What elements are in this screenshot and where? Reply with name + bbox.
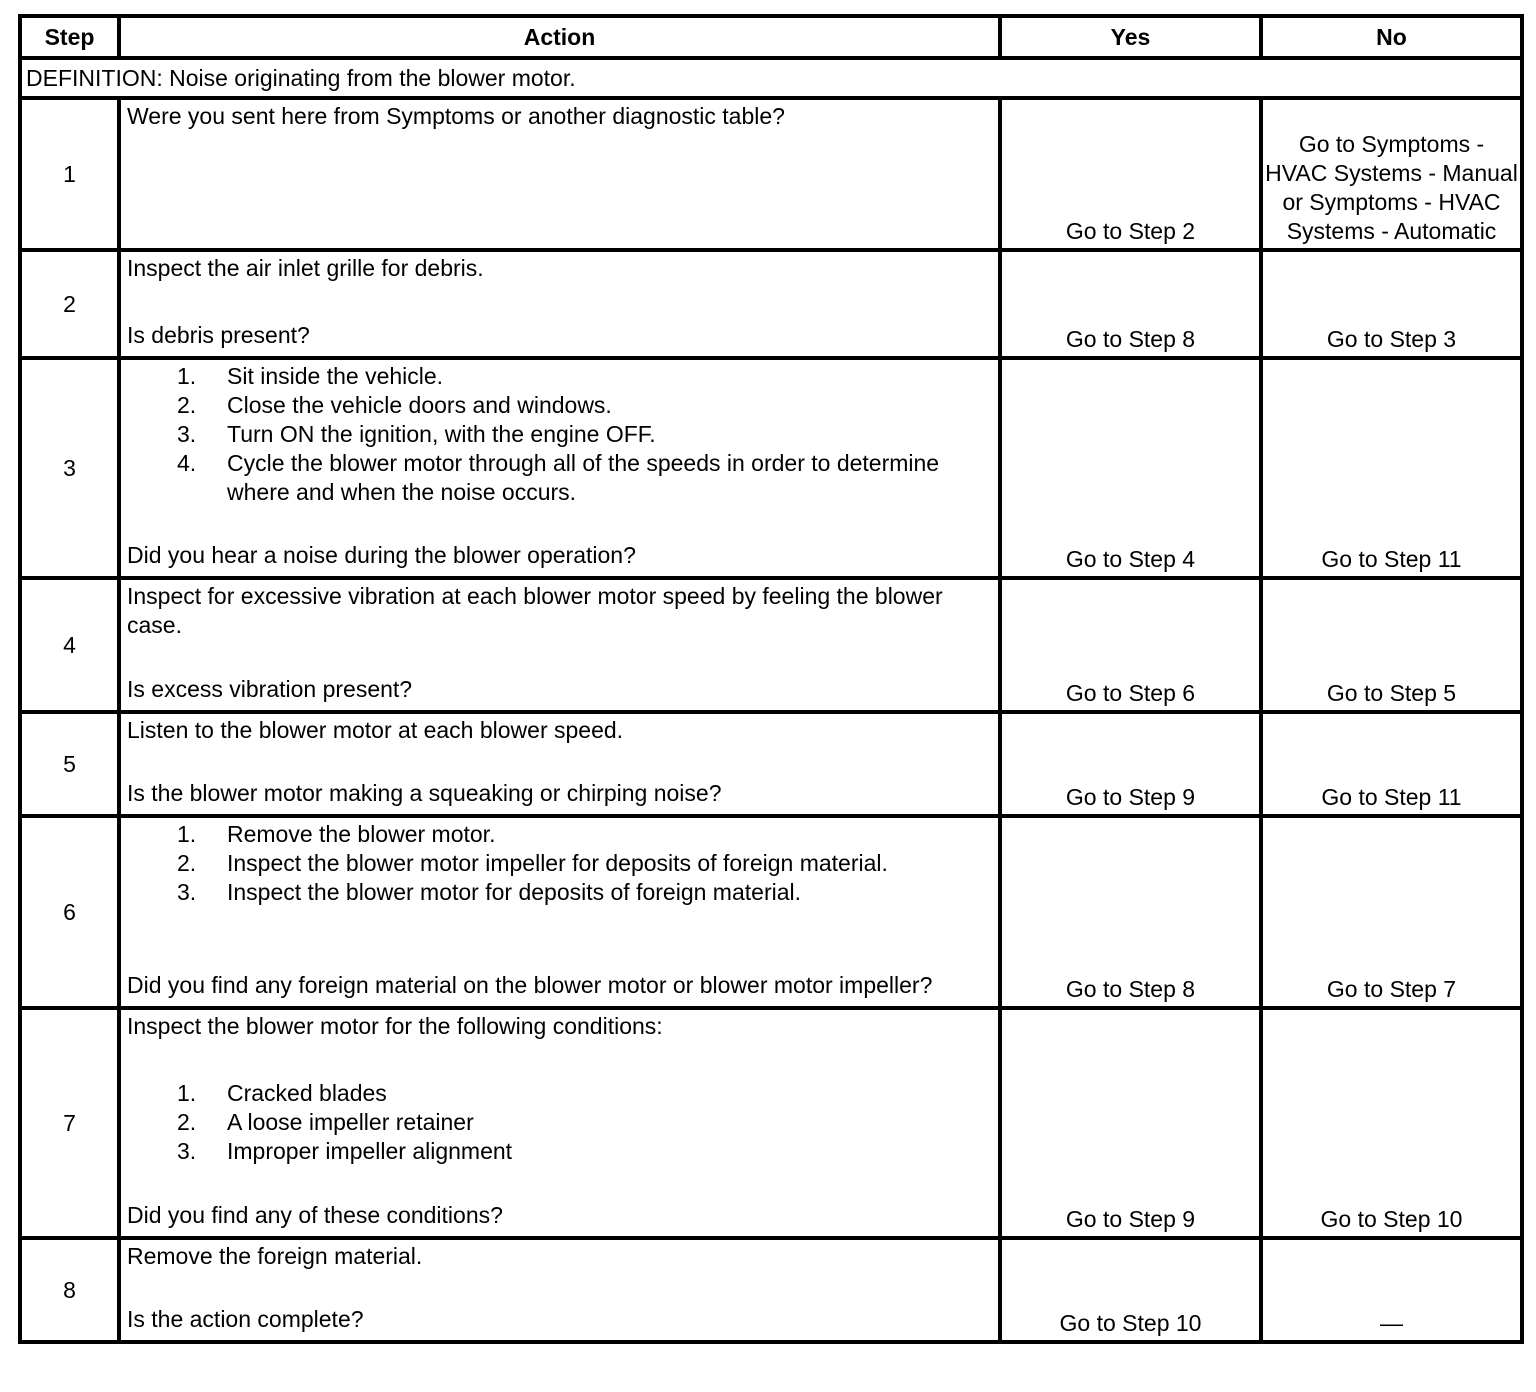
list-item-text: Sit inside the vehicle. bbox=[227, 363, 444, 389]
list-item bbox=[127, 449, 992, 507]
list-item-text: Close the vehicle doors and windows. bbox=[227, 392, 612, 418]
step-row bbox=[20, 578, 1522, 712]
action-cell bbox=[119, 578, 1000, 712]
step-number: 3 bbox=[20, 358, 119, 578]
list-item-number: 2. bbox=[177, 850, 197, 876]
list-item-number: 1. bbox=[177, 363, 197, 389]
list-item-number: 3. bbox=[177, 1138, 197, 1164]
yes-result: Go to Step 4 bbox=[1000, 358, 1261, 578]
step-number: 6 bbox=[20, 816, 119, 1008]
no-result: Go to Step 11 bbox=[1261, 712, 1522, 816]
header-step: Step bbox=[20, 16, 119, 58]
step-number: 5 bbox=[20, 712, 119, 816]
step-row bbox=[20, 712, 1522, 816]
list-item bbox=[127, 1079, 992, 1108]
action-instruction: Inspect the air inlet grille for debris. bbox=[127, 255, 484, 281]
list-item-number: 3. bbox=[177, 879, 197, 905]
diagnostic-table bbox=[18, 14, 1524, 1344]
yes-result: Go to Step 8 bbox=[1000, 250, 1261, 358]
list-item-number: 1. bbox=[177, 1080, 197, 1106]
list-item-number: 2. bbox=[177, 1109, 197, 1135]
step-row bbox=[20, 816, 1522, 1008]
list-item bbox=[127, 1137, 992, 1166]
step-row bbox=[20, 1008, 1522, 1238]
step-number: 1 bbox=[20, 98, 119, 250]
list-item-text: Turn ON the ignition, with the engine OFF. bbox=[227, 421, 656, 447]
list-item-text: Improper impeller alignment bbox=[227, 1138, 513, 1164]
action-instruction: Inspect the blower motor for the following conditions: bbox=[127, 1013, 663, 1039]
definition-row bbox=[20, 58, 1522, 98]
yes-result: Go to Step 6 bbox=[1000, 578, 1261, 712]
action-steps-list bbox=[127, 362, 992, 507]
step-number: 4 bbox=[20, 578, 119, 712]
list-item bbox=[127, 1108, 992, 1137]
step-number: 8 bbox=[20, 1238, 119, 1342]
yes-result: Go to Step 9 bbox=[1000, 712, 1261, 816]
no-result: Go to Step 3 bbox=[1261, 250, 1522, 358]
step-row bbox=[20, 250, 1522, 358]
list-item bbox=[127, 391, 992, 420]
yes-result: Go to Step 8 bbox=[1000, 816, 1261, 1008]
action-question: Is excess vibration present? bbox=[127, 676, 413, 702]
yes-result: Go to Step 9 bbox=[1000, 1008, 1261, 1238]
action-question: Is the blower motor making a squeaking or chirping noise? bbox=[127, 780, 722, 806]
action-question: Did you find any foreign material on the blower motor or blower motor impeller? bbox=[127, 972, 933, 998]
no-result: — bbox=[1261, 1238, 1522, 1342]
no-result: Go to Step 5 bbox=[1261, 578, 1522, 712]
action-cell bbox=[119, 1008, 1000, 1238]
list-item bbox=[127, 420, 992, 449]
list-item-number: 4. bbox=[177, 450, 197, 476]
yes-result: Go to Step 10 bbox=[1000, 1238, 1261, 1342]
action-cell bbox=[119, 98, 1000, 250]
header-action: Action bbox=[119, 16, 1000, 58]
list-item-text: Inspect the blower motor for deposits of foreign material. bbox=[227, 879, 802, 905]
list-item-text: Cracked blades bbox=[227, 1080, 387, 1106]
list-item bbox=[127, 878, 992, 907]
no-result: Go to Step 7 bbox=[1261, 816, 1522, 1008]
action-question: Did you find any of these conditions? bbox=[127, 1202, 503, 1228]
list-item-number: 3. bbox=[177, 421, 197, 447]
action-steps-list bbox=[127, 820, 992, 907]
action-steps-list bbox=[127, 1079, 992, 1166]
action-instruction: Were you sent here from Symptoms or another diagnostic table? bbox=[127, 103, 785, 129]
list-item-text: Cycle the blower motor through all of the speeds in order to determine where and when the noise occurs. bbox=[227, 450, 940, 505]
action-question: Did you hear a noise during the blower operation? bbox=[127, 542, 636, 568]
action-cell bbox=[119, 816, 1000, 1008]
no-result: Go to Step 11 bbox=[1261, 358, 1522, 578]
header-yes: Yes bbox=[1000, 16, 1261, 58]
step-number: 2 bbox=[20, 250, 119, 358]
list-item-text: Remove the blower motor. bbox=[227, 821, 496, 847]
step-row bbox=[20, 358, 1522, 578]
step-number: 7 bbox=[20, 1008, 119, 1238]
yes-result: Go to Step 2 bbox=[1000, 98, 1261, 250]
no-result: Go to Symptoms - HVAC Systems - Manual or Symptoms - HVAC Systems - Automatic bbox=[1261, 98, 1522, 250]
list-item-text: A loose impeller retainer bbox=[227, 1109, 474, 1135]
list-item bbox=[127, 849, 992, 878]
action-instruction: Remove the foreign material. bbox=[127, 1243, 423, 1269]
action-instruction: Inspect for excessive vibration at each blower motor speed by feeling the blower case. bbox=[127, 583, 943, 638]
definition-text: DEFINITION: Noise originating from the blower motor. bbox=[20, 58, 1522, 98]
list-item-text: Inspect the blower motor impeller for deposits of foreign material. bbox=[227, 850, 888, 876]
no-result: Go to Step 10 bbox=[1261, 1008, 1522, 1238]
list-item bbox=[127, 362, 992, 391]
action-cell bbox=[119, 358, 1000, 578]
action-question: Is debris present? bbox=[127, 322, 310, 348]
list-item-number: 2. bbox=[177, 392, 197, 418]
action-cell bbox=[119, 712, 1000, 816]
action-instruction: Listen to the blower motor at each blower speed. bbox=[127, 717, 624, 743]
list-item bbox=[127, 820, 992, 849]
action-cell bbox=[119, 250, 1000, 358]
action-question: Is the action complete? bbox=[127, 1306, 364, 1332]
step-row bbox=[20, 98, 1522, 250]
action-cell bbox=[119, 1238, 1000, 1342]
step-row bbox=[20, 1238, 1522, 1342]
header-row bbox=[20, 16, 1522, 58]
header-no: No bbox=[1261, 16, 1522, 58]
list-item-number: 1. bbox=[177, 821, 197, 847]
